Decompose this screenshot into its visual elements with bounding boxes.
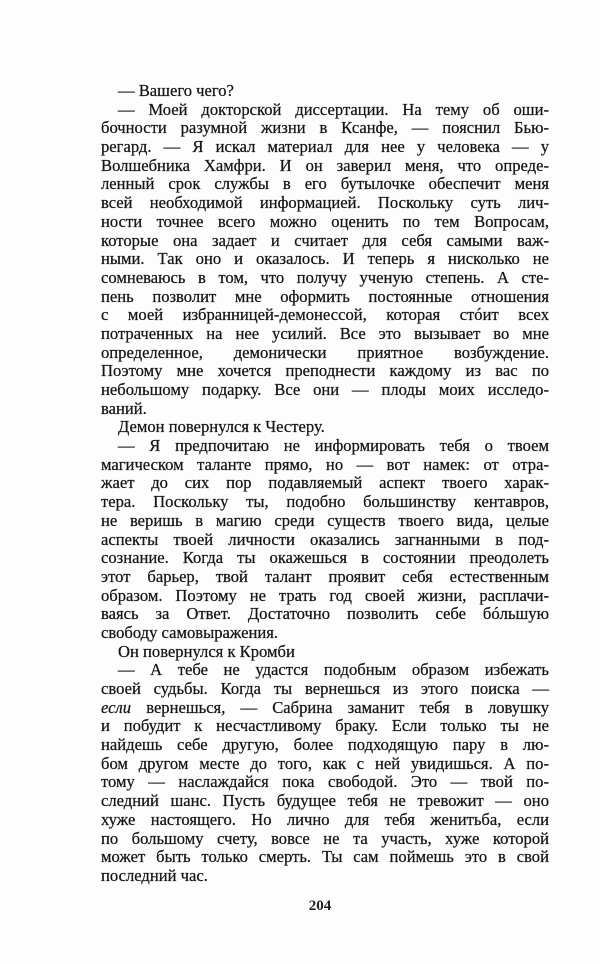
line-text: и побудит к несчастливому браку. Если только ты не xyxy=(101,716,549,736)
text-line xyxy=(101,773,549,792)
line-text: вернешься, — Сабрина заманит тебя в ловушку xyxy=(131,697,549,717)
page-number: 204 xyxy=(308,898,332,914)
text-line xyxy=(101,269,549,288)
text-line xyxy=(101,830,549,849)
line-text: Поэтому мне хочется преподнести каждому из вас по xyxy=(101,361,549,381)
text-line xyxy=(101,157,549,176)
text-line xyxy=(101,717,549,736)
text-line xyxy=(101,250,549,269)
text-line xyxy=(101,194,549,213)
text-line xyxy=(101,362,549,381)
text-line xyxy=(101,119,549,138)
line-text: тому — наслаждайся пока свободой. Это — твой по- xyxy=(101,772,549,792)
text-line xyxy=(101,512,549,531)
text-line xyxy=(101,848,549,867)
line-text: — А тебе не удастся подобным образом избежать xyxy=(118,660,549,680)
body-text xyxy=(101,82,549,886)
line-text: бочности разумной жизни в Ксанфе, — пояснил Бью- xyxy=(101,118,549,138)
line-text: бом другом месте до того, как с ней увидишься. А по- xyxy=(101,753,549,773)
line-text: аспекты твоей личности оказались загнанными в под- xyxy=(101,529,549,549)
line-text: своей судьбы. Когда ты вернешься из этого поиска — xyxy=(101,679,549,698)
line-text: последний час. xyxy=(101,865,208,885)
line-text: ленный срок службы в его бутылочке обеспечит меня xyxy=(101,174,549,194)
text-line xyxy=(101,867,549,886)
line-text: образом. Поэтому не трать год своей жизни, расплачи- xyxy=(101,585,549,605)
line-text: этот барьер, твой талант проявит себя естественным xyxy=(101,566,549,586)
text-line xyxy=(101,344,549,363)
text-line xyxy=(101,82,549,101)
text-line xyxy=(101,474,549,493)
text-line xyxy=(101,381,549,400)
line-text: хуже настоящего. Но лично для тебя женитьба, если xyxy=(101,809,549,829)
line-text: Он повернулся к Кромби xyxy=(118,641,295,661)
text-line xyxy=(101,811,549,830)
line-text: пень позволит мне оформить постоянные отношения xyxy=(101,286,549,306)
line-text: ваний. xyxy=(101,398,147,418)
line-text: всей необходимой информацией. Поскольку суть лич- xyxy=(101,193,549,213)
text-line xyxy=(101,306,549,325)
line-text: потраченных на нее усилий. Все это вызывает во мне xyxy=(101,323,549,343)
text-line xyxy=(101,680,549,699)
text-line xyxy=(101,624,549,643)
text-line xyxy=(101,568,549,587)
text-line xyxy=(101,101,549,120)
text-line xyxy=(101,755,549,774)
line-text: найдешь себе другую, более подходящую пару в лю- xyxy=(101,735,549,755)
text-line xyxy=(101,605,549,624)
text-line xyxy=(101,175,549,194)
emphasized-word: если xyxy=(101,697,132,717)
line-text: Демон повернулся к Честеру. xyxy=(118,417,325,437)
line-text: — Я предпочитаю не информировать тебя о твоем xyxy=(118,436,549,456)
line-text: ности точнее всего можно оценить по тем Вопросам, xyxy=(101,211,549,231)
text-line xyxy=(101,418,549,437)
line-text: ваясь за Ответ. Достаточно позволить себе бóльшую xyxy=(101,604,549,624)
text-line xyxy=(101,493,549,512)
line-text: свободу самовыражения. xyxy=(101,622,279,642)
line-text: может быть только смерть. Ты сам поймешь это в свой xyxy=(101,847,549,867)
text-line xyxy=(101,661,549,680)
text-line xyxy=(101,138,549,157)
text-line xyxy=(101,643,549,662)
text-line xyxy=(101,531,549,550)
text-line xyxy=(101,213,549,232)
text-line xyxy=(101,232,549,251)
line-text: Волшебника Хамфри. И он заверил меня, что опреде- xyxy=(101,155,549,175)
text-line xyxy=(101,437,549,456)
line-text: следний шанс. Пусть будущее тебя не тревожит — оно xyxy=(101,791,549,811)
text-line xyxy=(101,736,549,755)
line-text: тера. Поскольку ты, подобно большинству кентавров, xyxy=(101,492,549,512)
line-text: ными. Так оно и оказалось. И теперь я нисколько не xyxy=(101,249,549,269)
line-text: — Моей докторской диссертации. На тему об оши- xyxy=(118,99,549,119)
line-text: небольшому подарку. Все они — плоды моих исследо- xyxy=(101,380,549,399)
line-text: жает до сих пор подавляемый аспект твоего харак- xyxy=(101,473,549,493)
line-text: сомневаюсь в том, что получу ученую степень. А сте- xyxy=(101,267,549,287)
text-line xyxy=(101,456,549,475)
line-text: сознание. Когда ты окажешься в состоянии преодолеть xyxy=(101,548,549,568)
text-line xyxy=(101,587,549,606)
text-line xyxy=(101,792,549,811)
line-text: — Вашего чего? xyxy=(118,81,234,100)
line-text: определенное, демонически приятное возбуждение. xyxy=(101,342,549,362)
line-text: регард. — Я искал материал для нее у человека — у xyxy=(101,137,549,157)
text-line xyxy=(101,699,549,718)
text-line xyxy=(101,549,549,568)
text-line xyxy=(101,325,549,344)
text-line xyxy=(101,400,549,419)
line-text: с моей избранницей-демонессой, которая стóит всех xyxy=(101,305,549,325)
text-line xyxy=(101,288,549,307)
line-text: не веришь в магию среди существ твоего вида, целые xyxy=(101,510,549,530)
line-text: магическом таланте прямо, но — вот намек: от отра- xyxy=(101,454,549,474)
line-text: по большому счету, вовсе не та участь, хуже которой xyxy=(101,828,549,848)
line-text: которые она задает и считает для себя самыми важ- xyxy=(101,230,549,250)
